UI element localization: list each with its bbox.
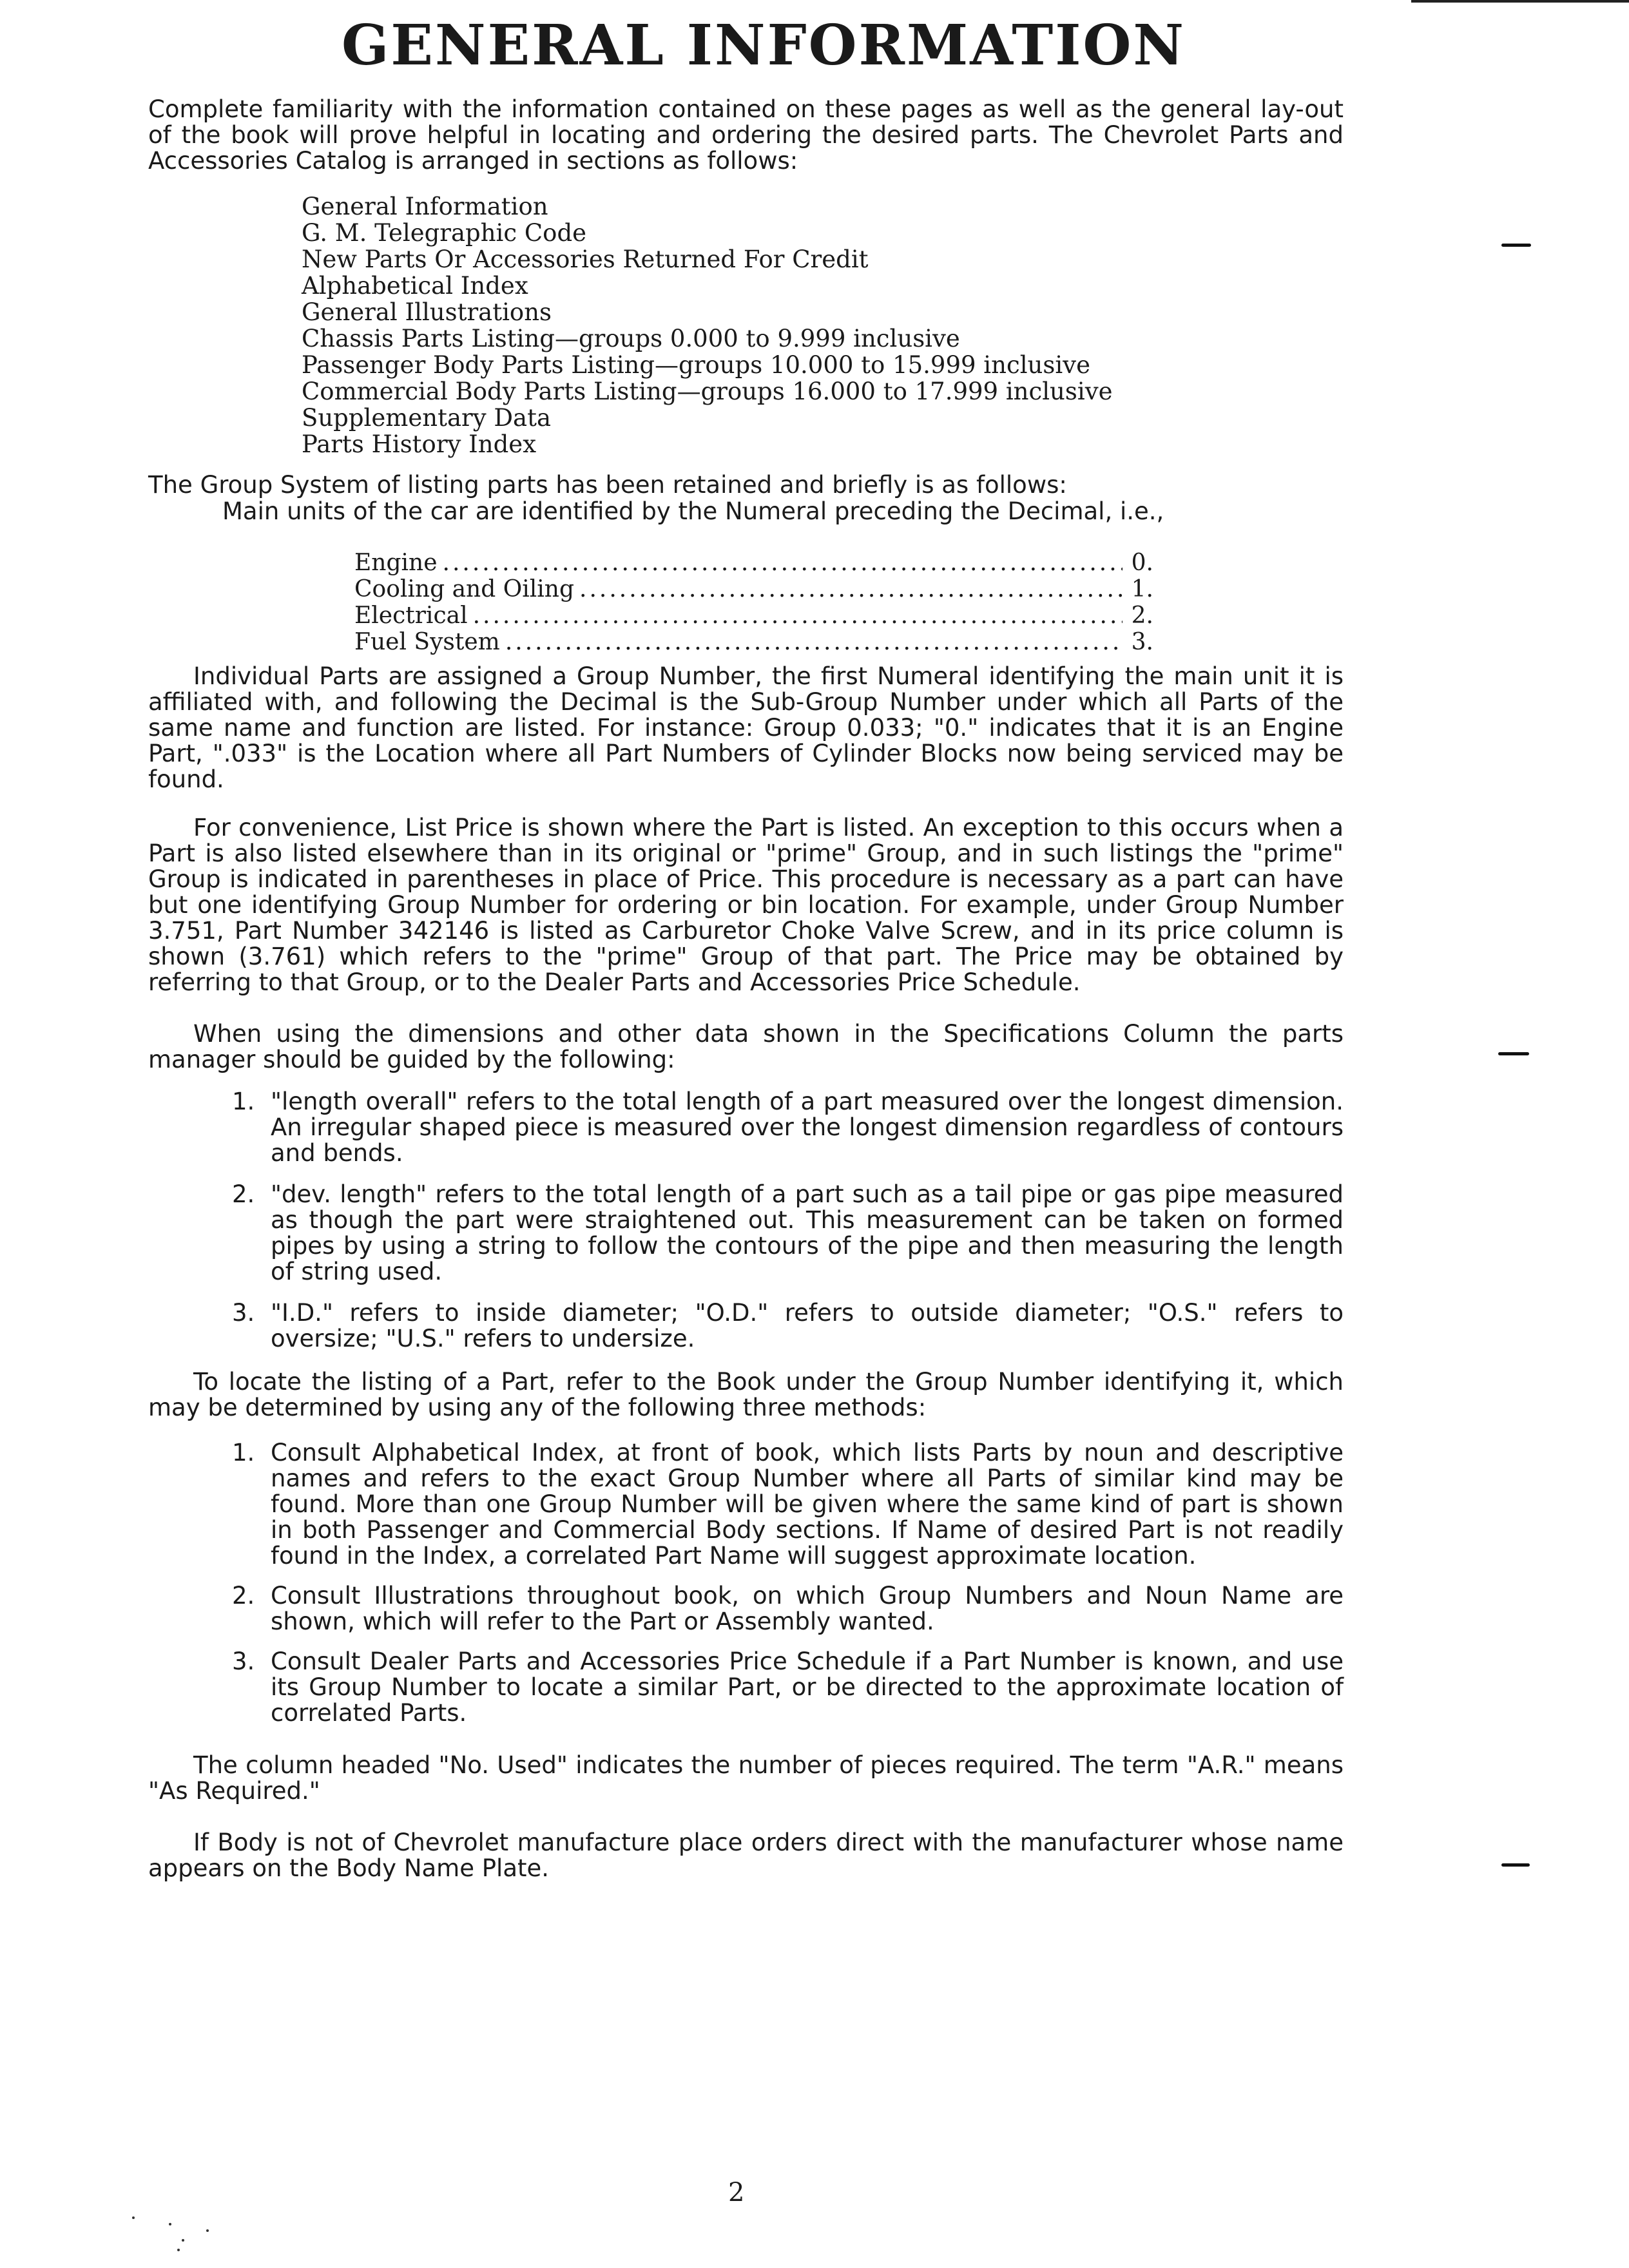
section-item: Alphabetical Index xyxy=(302,272,528,300)
top-edge-rule xyxy=(1411,0,1629,3)
dot-leader xyxy=(579,576,1123,602)
main-units-list xyxy=(354,550,1153,655)
section-item: Chassis Parts Listing—groups 0.000 to 9.999 inclusive xyxy=(302,325,960,352)
locate-paragraph: To locate the listing of a Part, refer to the Book under the Group Number identifying it, which may be determined by using any of the following three methods: xyxy=(148,1368,1344,1421)
section-item: General Information xyxy=(302,193,548,220)
item-text: Consult Alphabetical Index, at front of book, which lists Parts by noun and descriptive names and refers to the exact Group Number where all Parts of similar kind may be found. More than one Group Number will be given where the same kind of part is shown in both Passenger and Commercial Body sections. If Name of desired Part is not readily found in the Index, a correlated Part Name will suggest approximate location. xyxy=(271,1439,1344,1570)
scan-speck xyxy=(177,2249,180,2251)
main-unit-number: 1. xyxy=(1131,576,1153,602)
dot-leader xyxy=(473,602,1123,629)
page-number: 2 xyxy=(728,2178,745,2207)
methods-list xyxy=(232,1440,1344,1726)
scan-speck xyxy=(206,2229,209,2232)
item-text: Consult Dealer Parts and Accessories Price Schedule if a Part Number is known, and use its Group Number to locate a similar Part, or be directed to the approximate location of correlated Parts. xyxy=(271,1648,1344,1727)
margin-dash xyxy=(1501,1863,1530,1867)
main-unit-row xyxy=(354,602,1153,629)
main-unit-row xyxy=(354,629,1153,655)
page-title: GENERAL INFORMATION xyxy=(341,13,1186,78)
main-unit-row xyxy=(354,550,1153,576)
dimensions-list xyxy=(232,1089,1344,1352)
item-text: "dev. length" refers to the total length of a part such as a tail pipe or gas pipe measured as though the part were straightened out. This measurement can be taken on formed pipes by using a string to follow the contours of the pipe and then measuring the length of string used. xyxy=(271,1180,1344,1285)
section-item: Commercial Body Parts Listing—groups 16.000 to 17.999 inclusive xyxy=(302,378,1113,405)
main-unit-number: 2. xyxy=(1131,602,1153,629)
main-unit-row xyxy=(354,576,1153,602)
dimensions-paragraph: When using the dimensions and other data shown in the Specifications Column the parts manager should be guided by the following: xyxy=(148,1020,1344,1073)
scan-speck xyxy=(132,2216,135,2219)
item-text: "length overall" refers to the total length of a part measured over the longest dimension. An irregular shaped piece is measured over the longest dimension regardless of contours and bends. xyxy=(271,1088,1344,1167)
item-number: 3. xyxy=(232,1299,255,1327)
margin-dash xyxy=(1501,244,1531,247)
dimensions-item xyxy=(232,1300,1344,1352)
section-item: Supplementary Data xyxy=(302,404,552,432)
group-system-intro: The Group System of listing parts has been retained and briefly is as follows: xyxy=(148,471,1067,499)
main-unit-number: 0. xyxy=(1131,550,1153,576)
section-item: Passenger Body Parts Listing—groups 10.000 to 15.999 inclusive xyxy=(302,351,1090,379)
scan-speck xyxy=(182,2239,184,2242)
margin-dash xyxy=(1498,1052,1529,1055)
catalog-sections-list xyxy=(302,193,1113,457)
scan-speck xyxy=(169,2223,171,2225)
dimensions-item xyxy=(232,1089,1344,1166)
item-number: 1. xyxy=(232,1088,255,1115)
item-text: Consult Illustrations throughout book, on which Group Numbers and Noun Name are shown, which will refer to the Part or Assembly wanted. xyxy=(271,1582,1344,1635)
section-item: G. M. Telegraphic Code xyxy=(302,219,587,247)
section-item: General Illustrations xyxy=(302,298,552,326)
no-used-paragraph: The column headed "No. Used" indicates the number of pieces required. The term "A.R." means "As Required." xyxy=(148,1751,1344,1805)
individual-parts-paragraph: Individual Parts are assigned a Group Number, the first Numeral identifying the main unit it is affiliated with, and following the Decimal is the Sub-Group Number under which all Parts of the same name and function are listed. For instance: Group 0.033; "0." indicates that it is an Engine Part, ".033" is the Location where all Part Numbers of Cylinder Blocks now being serviced may be found. xyxy=(148,662,1344,793)
method-item xyxy=(232,1583,1344,1635)
dot-leader xyxy=(505,629,1123,655)
group-system-sub: Main units of the car are identified by the Numeral preceding the Decimal, i.e., xyxy=(222,497,1164,525)
main-unit-name: Electrical xyxy=(354,602,468,629)
body-manufacture-paragraph: If Body is not of Chevrolet manufacture place orders direct with the manufacturer whose name appears on the Body Name Plate. xyxy=(148,1829,1344,1882)
item-number: 1. xyxy=(232,1439,255,1466)
main-unit-name: Fuel System xyxy=(354,629,500,655)
main-unit-number: 3. xyxy=(1131,629,1153,655)
item-number: 2. xyxy=(232,1180,255,1208)
method-item xyxy=(232,1440,1344,1569)
dot-leader xyxy=(443,550,1123,576)
method-item xyxy=(232,1649,1344,1726)
section-item: New Parts Or Accessories Returned For Credit xyxy=(302,245,869,273)
convenience-paragraph: For convenience, List Price is shown where the Part is listed. An exception to this occurs when a Part is also listed elsewhere than in its original or "prime" Group, and in such listings the "prime" Group is indicated in parentheses in place of Price. This procedure is necessary as a part can have but one identifying Group Number for ordering or bin location. For example, under Group Number 3.751, Part Number 342146 is listed as Carburetor Choke Valve Screw, and in its price column is shown (3.761) which refers to the "prime" Group of that part. The Price may be obtained by referring to that Group, or to the Dealer Parts and Accessories Price Schedule. xyxy=(148,814,1344,996)
main-unit-name: Engine xyxy=(354,550,438,576)
main-unit-name: Cooling and Oiling xyxy=(354,576,575,602)
section-item: Parts History Index xyxy=(302,430,537,458)
item-number: 3. xyxy=(232,1648,255,1675)
item-number: 2. xyxy=(232,1582,255,1610)
dimensions-item xyxy=(232,1182,1344,1285)
intro-paragraph: Complete familiarity with the information contained on these pages as well as the general lay-out of the book will prove helpful in locating and ordering the desired parts. The Chevrolet Parts and Accessories Catalog is arranged in sections as follows: xyxy=(148,95,1344,175)
item-text: "I.D." refers to inside diameter; "O.D." refers to outside diameter; "O.S." refers to oversize; "U.S." refers to undersize. xyxy=(271,1299,1344,1352)
